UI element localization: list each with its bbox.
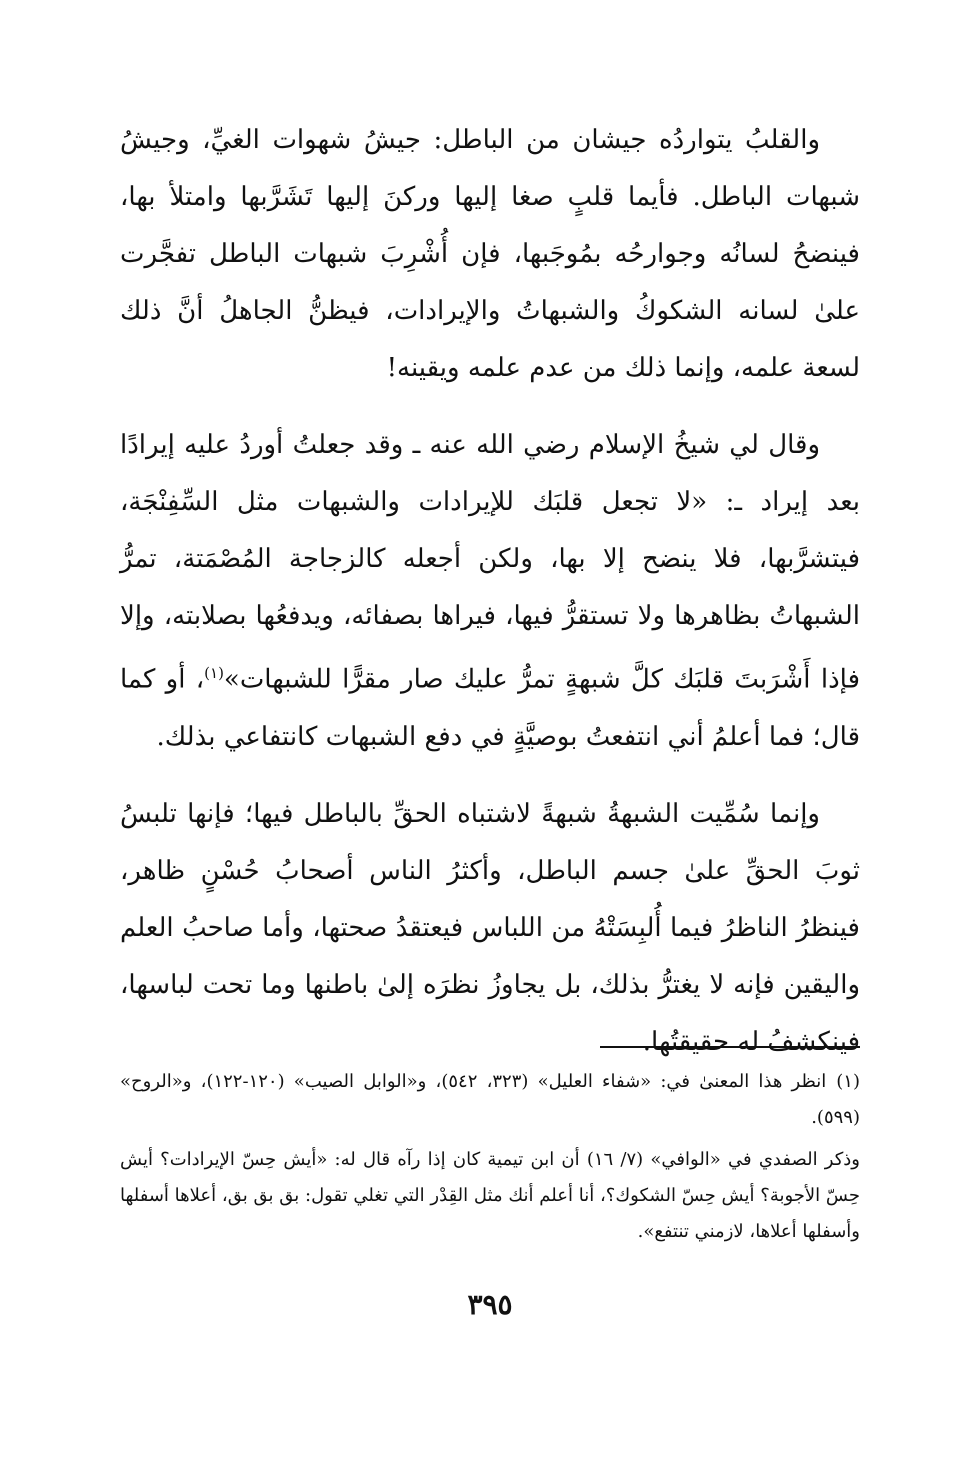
page-number: ٣٩٥	[467, 1288, 513, 1321]
footnotes	[120, 1064, 860, 1256]
paragraph-3: وإنما سُمِّيت الشبهةُ شبهةً لاشتباه الحقِّ بالباطل فيها؛ فإنها تلبسُ ثوبَ الحقِّ علىٰ جسم الباطل، وأكثرُ الناس أصحابُ حُسْنٍ ظاهر، فينظرُ الناظرُ فيما أُلبِسَتْهُ من اللباس فيعتقدُ صحتها، وأما صاحبُ العلم واليقين فإنه لا يغترُّ بذلك، بل يجاوزُ نظرَه إلىٰ باطنها وما تحت لباسها، فينكشفُ له حقيقتُها.	[120, 798, 860, 1057]
main-text	[120, 112, 860, 1091]
footnote-marker: (١)	[836, 1071, 860, 1092]
footnote-divider	[600, 1046, 860, 1048]
paragraph-2-body: وقال لي شيخُ الإسلام رضي الله عنه ـ وقد جعلتُ أوردُ عليه إيرادًا بعد إيراد ـ: «لا تجعل قلبَك للإيرادات والشبهات مثل السِّفِنْجَة، فيتشرَّبها، فلا ينضح إلا بها، ولكن أجعله كالزجاجة المُصْمَتة، تمرُّ الشبهاتُ بظاهرها ولا تستقرُّ فيها، فيراها بصفائه، ويدفعُها بصلابته، وإلا فإذا أَشْرَبتَ قلبَك كلَّ شبهةٍ تمرُّ عليك صار مقرًّا للشبهات»	[120, 430, 860, 695]
footnote-reference: (١)	[204, 664, 224, 682]
footnote-1	[120, 1064, 860, 1136]
paragraph-2	[120, 417, 860, 766]
footnote-1-continued: وذكر الصفدي في «الوافي» (٧/ ١٦) أن ابن تيمية كان إذا رآه قال له: «أيش حِسّ الإيرادات؟ أيش حِسّ الأجوبة؟ أيش حِسّ الشكوك؟، أنا أعلم أنك مثل القِدْر التي تغلي تقول: بق بق بق، أعلاها أسفلها وأسفلها أعلاها، لازمني تنتفع».	[120, 1149, 860, 1242]
footnote-1-text: انظر هذا المعنىٰ في: «شفاء العليل» (٣٢٣، ٥٤٢)، و«الوابل الصيب» (١٢٠-١٢٢)، و«الروح» (٥٩٩).	[120, 1071, 860, 1128]
paragraph-1: والقلبُ يتواردُه جيشان من الباطل: جيشُ شهوات الغيِّ، وجيشُ شبهات الباطل. فأيما قلبٍ صغا إليها وركنَ إليها تَشَرَّبها وامتلأ بها، فينضحُ لسانُه وجوارحُه بمُوجَبها، فإن أُشْرِبَ شبهات الباطل تفجَّرت علىٰ لسانه الشكوكُ والشبهاتُ والإيرادات، فيظنُّ الجاهلُ أنَّ ذلك لسعة علمه، وإنما ذلك من عدم علمه ويقينه!	[120, 125, 860, 383]
paragraph-2-tail: ، أو كما قال؛ فما أعلمُ أني انتفعتُ بوصيَّةٍ في دفع الشبهات كانتفاعي بذلك.	[120, 664, 860, 752]
